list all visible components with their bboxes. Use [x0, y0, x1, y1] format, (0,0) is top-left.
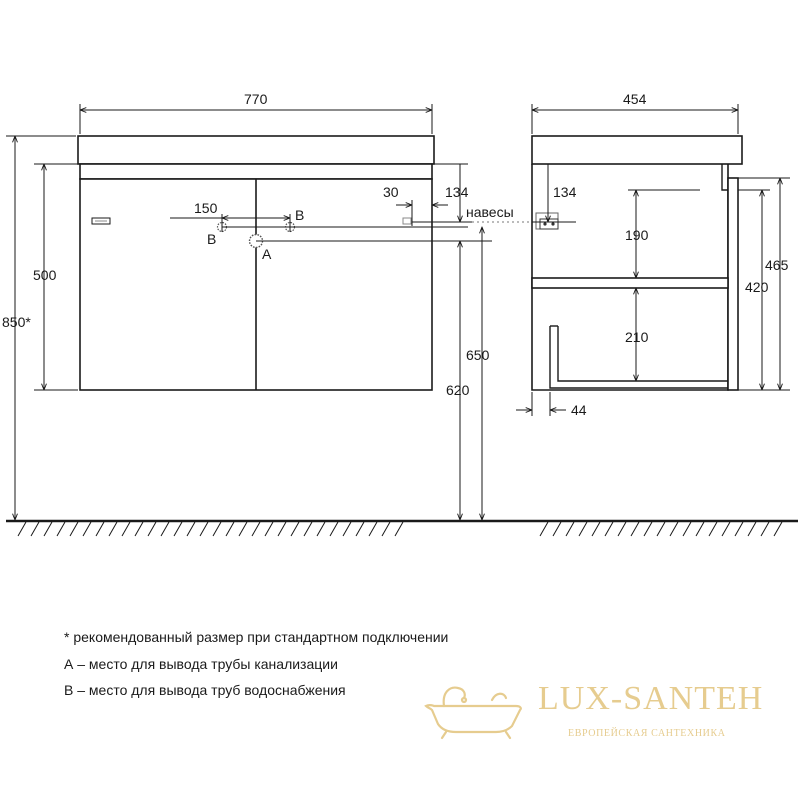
- dim-30-label: 30: [383, 184, 399, 200]
- floor-hatch-mark: [57, 522, 65, 536]
- notes: [64, 624, 448, 704]
- floor-hatch-mark: [566, 522, 574, 536]
- floor-hatch-mark: [722, 522, 730, 536]
- floor-hatch-mark: [735, 522, 743, 536]
- floor-hatch-mark: [553, 522, 561, 536]
- hinges-label: навесы: [466, 204, 514, 220]
- floor-hatch-mark: [83, 522, 91, 536]
- floor-hatch-mark: [278, 522, 286, 536]
- floor-hatch-mark: [618, 522, 626, 536]
- dim-190-label: 190: [625, 227, 649, 243]
- floor-hatch-mark: [200, 522, 208, 536]
- floor-hatch-mark: [304, 522, 312, 536]
- floor-hatch-mark: [291, 522, 299, 536]
- watermark-name: LUX-SANTEH: [538, 680, 764, 717]
- floor-hatch-mark: [213, 522, 221, 536]
- note-point-b: В – место для вывода труб водоснабжения: [64, 682, 346, 698]
- side-hinge-screw-2: [551, 222, 554, 225]
- floor-hatch-mark: [644, 522, 652, 536]
- floor-hatch-right: [540, 522, 782, 536]
- floor-hatch-mark: [317, 522, 325, 536]
- dim-454: [532, 91, 738, 134]
- side-shelf: [532, 278, 728, 288]
- floor-hatch-mark: [265, 522, 273, 536]
- floor-hatch-mark: [135, 522, 143, 536]
- dim-44: [516, 392, 587, 418]
- point-b-left-label: B: [207, 231, 217, 247]
- floor-hatch-mark: [70, 522, 78, 536]
- side-hinge-plate: [540, 219, 558, 229]
- front-countertop: [78, 136, 434, 164]
- floor-hatch-mark: [631, 522, 639, 536]
- floor-hatch-mark: [187, 522, 195, 536]
- floor-hatch-mark: [592, 522, 600, 536]
- side-right-dims: [738, 178, 790, 390]
- floor-hatch-mark: [343, 522, 351, 536]
- side-view: [532, 136, 742, 390]
- floor-hatch-mark: [18, 522, 26, 536]
- dim-210-label: 210: [625, 329, 649, 345]
- point-a-label: A: [262, 246, 272, 262]
- point-b-right-label: B: [295, 207, 305, 223]
- note-recommended: * рекомендованный размер при стандартном подключении: [64, 629, 449, 645]
- floor-hatch-left: [18, 522, 403, 536]
- floor-hatch-mark: [252, 522, 260, 536]
- dim-465-label: 465: [765, 257, 789, 273]
- floor-hatch-mark: [395, 522, 403, 536]
- floor-hatch-mark: [657, 522, 665, 536]
- floor-hatch-mark: [369, 522, 377, 536]
- floor-hatch-mark: [670, 522, 678, 536]
- floor-hatch-mark: [709, 522, 717, 536]
- dim-500: [33, 164, 78, 390]
- dim-770: [80, 91, 432, 134]
- bathtub-icon: [420, 678, 530, 742]
- dim-650-label: 650: [466, 347, 490, 363]
- dim-44-label: 44: [571, 402, 587, 418]
- dim-150-label: 150: [194, 200, 218, 216]
- side-back-notch: [722, 164, 728, 190]
- dim-454-label: 454: [623, 91, 647, 107]
- note-point-a: А – место для вывода трубы канализации: [64, 655, 338, 672]
- side-back-panel: [728, 178, 738, 390]
- side-hinge-screw-1: [543, 222, 546, 225]
- floor-hatch-mark: [382, 522, 390, 536]
- floor-hatch-mark: [330, 522, 338, 536]
- floor-hatch-mark: [161, 522, 169, 536]
- floor-hatch-mark: [122, 522, 130, 536]
- floor-hatch-mark: [174, 522, 182, 536]
- dim-134-side-label: 134: [553, 184, 577, 200]
- dim-850-label: 850*: [2, 314, 31, 330]
- dim-770-label: 770: [244, 91, 268, 107]
- dim-420-label: 420: [745, 279, 769, 295]
- floor-hatch-mark: [696, 522, 704, 536]
- floor-hatch-mark: [239, 522, 247, 536]
- floor-hatch-mark: [605, 522, 613, 536]
- side-countertop: [532, 136, 742, 164]
- floor-hatch-mark: [44, 522, 52, 536]
- front-upper-band: [80, 164, 432, 179]
- front-view: [78, 136, 530, 390]
- floor-hatch-mark: [109, 522, 117, 536]
- floor-hatch-mark: [761, 522, 769, 536]
- watermark-tagline: ЕВРОПЕЙСКАЯ САНТЕХНИКА: [568, 728, 726, 739]
- floor-hatch-mark: [356, 522, 364, 536]
- dim-620-label: 620: [446, 382, 470, 398]
- floor-hatch-mark: [226, 522, 234, 536]
- watermark-logo: [420, 672, 790, 752]
- floor: [6, 521, 798, 536]
- floor-hatch-mark: [683, 522, 691, 536]
- floor-hatch-mark: [96, 522, 104, 536]
- floor-hatch-mark: [148, 522, 156, 536]
- dim-134-front-label: 134: [445, 184, 469, 200]
- dim-850: [2, 136, 76, 520]
- floor-hatch-mark: [31, 522, 39, 536]
- floor-hatch-mark: [579, 522, 587, 536]
- dim-500-label: 500: [33, 267, 57, 283]
- floor-hatch-mark: [774, 522, 782, 536]
- height-dims: [446, 227, 490, 520]
- floor-hatch-mark: [540, 522, 548, 536]
- floor-hatch-mark: [748, 522, 756, 536]
